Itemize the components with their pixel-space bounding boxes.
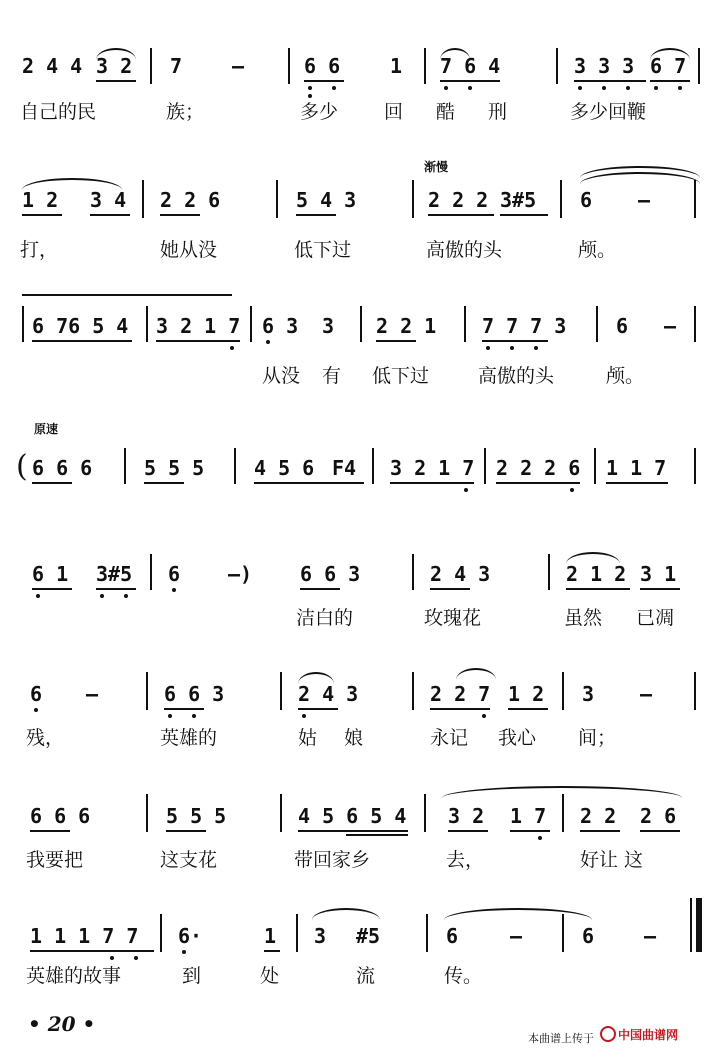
lyrics-row	[0, 238, 720, 278]
lyric: 带回家乡	[294, 849, 371, 871]
note-group: 2 6	[640, 804, 677, 828]
note: 3	[314, 924, 327, 948]
source-caption: 本曲谱上传于	[528, 1032, 594, 1045]
note: 6	[616, 314, 629, 338]
lyrics-row	[0, 606, 720, 646]
note-group: 6 6 3	[300, 562, 361, 586]
note: 1	[264, 924, 277, 948]
dash: –	[664, 314, 677, 338]
note-group: 2 2 6	[160, 188, 221, 212]
lyric: 已凋	[636, 607, 675, 629]
lyric: 这支花	[160, 849, 218, 871]
note-group: 5 5 5	[144, 456, 205, 480]
note-group: 6 1	[32, 562, 69, 586]
note-group: 1 2	[508, 682, 545, 706]
note-group: 2 2 2	[428, 188, 489, 212]
note-group: 1 7	[510, 804, 547, 828]
page-number: • 20 •	[28, 1012, 96, 1036]
lyric: 传。	[444, 965, 483, 987]
lyric: 高傲的头	[426, 239, 503, 261]
lyric: 我心	[498, 727, 537, 749]
open-parenthesis: (	[16, 449, 28, 484]
note-group: 6 76 5 4	[32, 314, 129, 338]
notes-row	[0, 416, 720, 484]
note-group: 6 7	[650, 54, 687, 78]
lyric: 多少	[300, 101, 339, 123]
lyrics-row	[0, 726, 720, 766]
lyrics-row	[0, 100, 720, 140]
system-3	[0, 292, 720, 422]
note: 1	[390, 54, 403, 78]
note-group: 2 4 3	[430, 562, 491, 586]
lyric: 酷	[436, 101, 456, 123]
lyric: 她从没	[160, 239, 218, 261]
lyric: 颅。	[578, 239, 617, 261]
note-group: 2 2 7	[430, 682, 491, 706]
note-group: 2 2 2 6	[496, 456, 581, 480]
note-group: 3 2 1 7	[390, 456, 475, 480]
lyrics-row	[0, 848, 720, 888]
notes-row	[0, 786, 720, 846]
note-group: 2 2	[580, 804, 617, 828]
lyric: 好让 这	[580, 849, 644, 871]
lyric: 族；	[166, 101, 205, 123]
system-7	[0, 786, 720, 916]
lyric: 到	[182, 965, 202, 987]
lyric: 姑	[298, 727, 318, 749]
note: 6	[580, 188, 593, 212]
note: 6	[582, 924, 595, 948]
dash: –	[86, 682, 99, 706]
note-group: 1 2	[22, 188, 59, 212]
system-4	[0, 416, 720, 546]
system-1	[0, 48, 720, 178]
note-group: 2 2 1	[376, 314, 437, 338]
system-2	[0, 160, 720, 300]
note-group: 3 2	[96, 54, 133, 78]
lyric: 高傲的头	[478, 365, 555, 387]
note-group: 6 6 6	[32, 456, 93, 480]
note: 6	[446, 924, 459, 948]
note-group: 5 5 5	[166, 804, 227, 828]
system-6	[0, 664, 720, 794]
tempo-marking: 原速	[34, 422, 59, 436]
note-group: 2 4 4	[22, 54, 83, 78]
note-group: 3 2	[448, 804, 485, 828]
note-group: 6 6 3	[164, 682, 225, 706]
lyric: 低下过	[372, 365, 430, 387]
lyric: 自己的民	[20, 101, 97, 123]
lyric: 从没	[262, 365, 301, 387]
note: #5	[356, 924, 381, 948]
system-5	[0, 544, 720, 674]
note-group: 6 6	[304, 54, 341, 78]
note-group: 3 1	[640, 562, 677, 586]
lyric: 刑	[488, 101, 508, 123]
lyric: 虽然	[564, 607, 603, 629]
note-group: 6 3	[262, 314, 299, 338]
site-logo[interactable]	[600, 1026, 678, 1043]
lyric: 娘	[344, 727, 364, 749]
lyric: 有	[322, 365, 342, 387]
notes-row	[0, 170, 720, 230]
lyric: 英雄的故事	[26, 965, 122, 987]
dash: –	[638, 188, 651, 212]
note: 6·	[178, 924, 203, 948]
tempo-marking: 渐慢	[424, 160, 449, 174]
note: 6	[30, 682, 43, 706]
note-group: 2 4 3	[298, 682, 359, 706]
note-group: 7 6 4	[440, 54, 501, 78]
dash: –	[644, 924, 657, 948]
lyric: 流	[356, 965, 376, 987]
system-8	[0, 906, 720, 1036]
logo-icon	[600, 1026, 616, 1042]
notes-row	[0, 48, 720, 108]
lyric: 残，	[26, 727, 65, 749]
lyric: 打，	[20, 239, 59, 261]
lyric: 回	[384, 101, 404, 123]
lyric: 我要把	[26, 849, 84, 871]
notes-row	[0, 544, 720, 604]
lyrics-row	[0, 364, 720, 404]
note-group: 3#5	[96, 562, 133, 586]
dash: –)	[228, 562, 253, 586]
note-group: 4 5 6	[254, 456, 315, 480]
note-group: F4	[332, 456, 357, 480]
note: 3	[582, 682, 595, 706]
note-group: 3 3 3	[574, 54, 635, 78]
note-group: 5 4 3	[296, 188, 357, 212]
lyric: 永记	[430, 727, 469, 749]
lyric: 低下过	[294, 239, 352, 261]
dash: –	[232, 54, 245, 78]
note-group: 3#5	[500, 188, 537, 212]
notes-row	[0, 664, 720, 724]
lyric: 去，	[446, 849, 485, 871]
dash: –	[510, 924, 523, 948]
lyric: 间；	[578, 727, 617, 749]
note-group: 7 7 7 3	[482, 314, 567, 338]
dash: –	[640, 682, 653, 706]
lyric: 多少回鞭	[570, 101, 647, 123]
lyric: 洁白的	[296, 607, 354, 629]
note: 6	[168, 562, 181, 586]
note-group: 1 1 1 7 7	[30, 924, 139, 948]
lyric: 英雄的	[160, 727, 218, 749]
note-group: 2 1 2	[566, 562, 627, 586]
note-group: 1 1 7	[606, 456, 667, 480]
note-group: 3 4	[90, 188, 127, 212]
lyric: 玫瑰花	[424, 607, 482, 629]
note-group: 6 6 6	[30, 804, 91, 828]
note-group: 3 2 1 7	[156, 314, 241, 338]
notes-row	[0, 292, 720, 352]
lyrics-row	[0, 964, 720, 1004]
lyric: 处	[260, 965, 280, 987]
note: 7	[170, 54, 183, 78]
note: 3	[322, 314, 335, 338]
note-group: 4 5 6 5 4	[298, 804, 407, 828]
logo-text: 中国曲谱网	[618, 1028, 679, 1042]
lyric: 颅。	[606, 365, 645, 387]
notes-row	[0, 906, 720, 966]
